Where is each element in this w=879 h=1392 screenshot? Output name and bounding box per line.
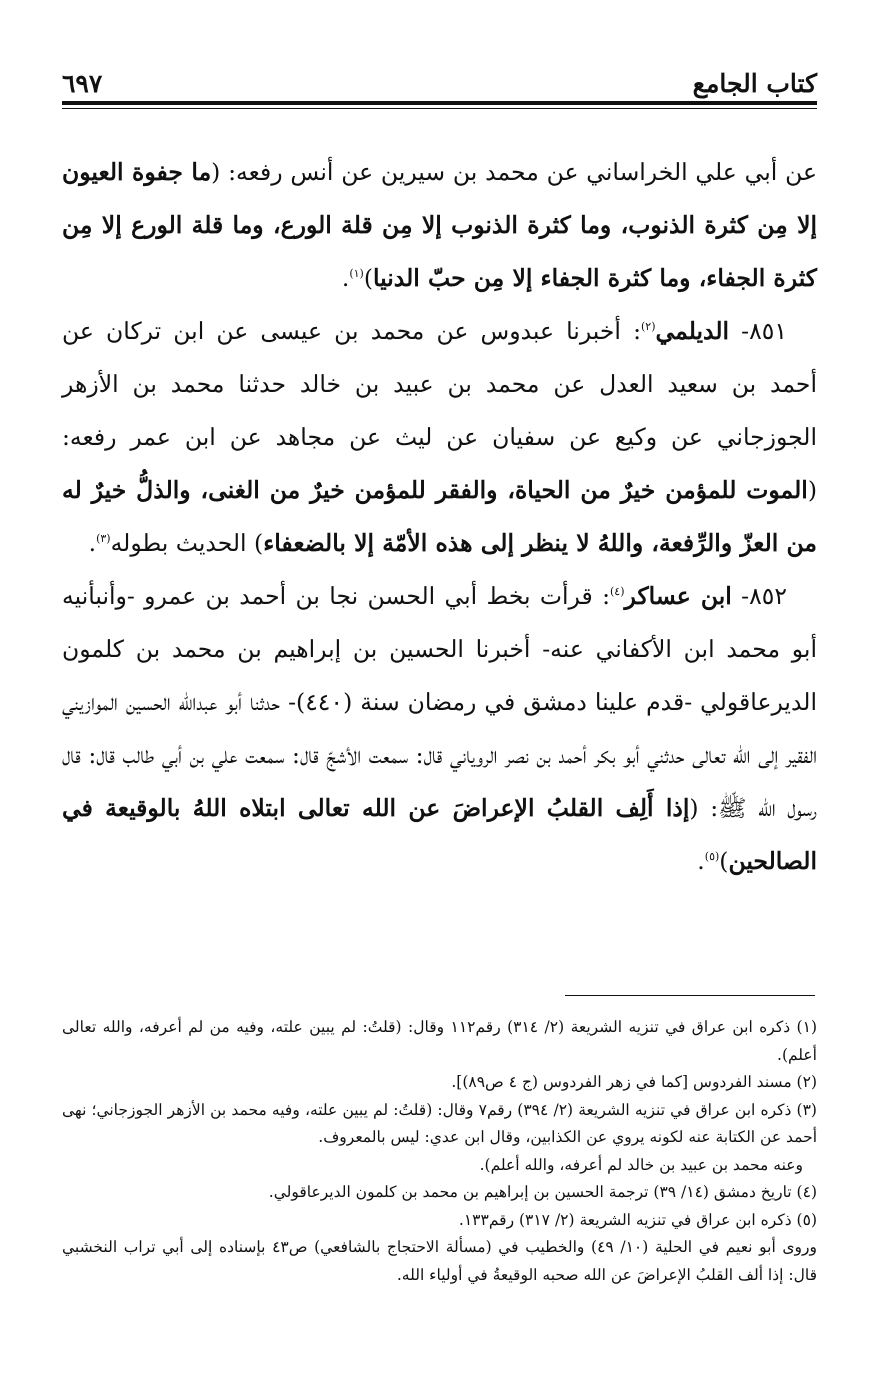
footnotes xyxy=(62,1014,817,1289)
entry-852 xyxy=(62,570,817,888)
footnote-5-continued: وروى أبو نعيم في الحلية (١٠/ ٤٩) والخطيب في (مسألة الاحتجاج بالشافعي) ص٤٣ بإسناده إلى أبي تراب النخشبي قال: إذا ألف القلبُ الإعراضَ عن الله صحبه الوقيعةُ في أولياء الله. xyxy=(62,1238,817,1284)
text: ) xyxy=(719,847,729,875)
header-rule-thin xyxy=(62,108,817,109)
footnote-ref[interactable]: (٤) xyxy=(610,585,625,599)
text: : قرأت بخط أبي الحسن نجا بن أحمد بن عمرو -وأنبأنيه أبو محمد ابن الأكفاني عنه- أخبرنا الحسين بن إبراهيم بن محمد بن كلمون الديرعاقولي -قدم علينا دمشق في رمضان سنة (٤٤٠)- حدثنا أبو عبدالله الحسين الموازيني الفقير إلى الله تعالى حدثني أبو بكر أحمد بن نصر الروياني قال: سمعت الأشجّ قال: سمعت علي بن أبي طالب قال: قال رسول الله ﷺ: ( xyxy=(62,582,818,822)
entry-number: ٨٥١- xyxy=(729,317,787,345)
footnote-3-continued: وعنه محمد بن عبيد بن خالد لم أعرفه، والله أعلم). xyxy=(479,1155,803,1174)
source-name: ابن عساكر xyxy=(624,582,732,610)
running-head xyxy=(62,52,817,98)
text: . xyxy=(697,847,705,875)
source-name: الديلمي xyxy=(655,317,730,345)
footnote-ref[interactable]: (٢) xyxy=(641,320,656,334)
hadith-text: ما جفوة العيون إلا مِن كثرة الذنوب، وما كثرة الذنوب إلا مِن قلة الورع، وما قلة الورع إلا مِن كثرة الجفاء، وما كثرة الجفاء إلا مِن حبّ الدنيا xyxy=(62,158,817,292)
chapter-title: كتاب الجامع xyxy=(692,69,817,98)
text: : أخبرنا عبدوس عن محمد بن عيسى عن ابن تركان عن أحمد بن سعيد العدل عن محمد بن عبيد بن خالد حدثنا محمد بن الأزهر الجوزجاني عن وكيع عن سفيان عن ليث عن مجاهد عن ابن عمر رفعه: ( xyxy=(62,317,817,504)
hadith-text: إذا أَلِف القلبُ الإعراضَ عن الله تعالى ابتلاه اللهُ بالوقيعة في الصالحين xyxy=(62,794,817,875)
footnote-1: (١) ذكره ابن عراق في تنزيه الشريعة (٢/ ٣١٤) رقم١١٢ وقال: (قلتُ: لم يبين علته، وفيه من لم أعرفه، والله تعالى أعلم). xyxy=(62,1018,817,1064)
main-text xyxy=(62,146,817,888)
footnote-ref[interactable]: (٣) xyxy=(96,532,111,546)
footnote-3: (٣) ذكره ابن عراق في تنزيه الشريعة (٢/ ٣٩٤) رقم٧ وقال: (قلتُ: لم يبين علته، وفيه محمد بن الأزهر الجوزجاني؛ نهى أحمد عن الكتابة عنه لكونه يروي عن الكذابين، وقال ابن عدي: ليس بالمعروف. xyxy=(62,1100,817,1146)
header-rule-thick xyxy=(62,101,817,105)
text: . xyxy=(88,529,97,557)
hadith-text: الموت للمؤمن خيرٌ من الحياة، والفقر للمؤمن خيرٌ من الغنى، والذلُّ خيرٌ له من العزّ والرِّفعة، واللهُ لا ينظر إلى هذه الأمّة إلا بالضعفاء xyxy=(62,476,817,557)
footnote-ref[interactable]: (٥) xyxy=(704,850,720,864)
text: ) الحديث بطوله xyxy=(110,529,264,557)
footnote-4: (٤) تاريخ دمشق (١٤/ ٣٩) ترجمة الحسين بن إبراهيم بن محمد بن كلمون الديرعاقولي. xyxy=(268,1183,817,1201)
footnote-2: (٢) مسند الفردوس [كما في زهر الفردوس (ج ٤ ص٨٩)]. xyxy=(451,1073,817,1091)
paragraph-continuation xyxy=(62,146,817,305)
text: ) xyxy=(363,264,373,292)
entry-851 xyxy=(62,305,817,570)
page-number: ٦٩٧ xyxy=(62,69,103,98)
text: . xyxy=(341,264,350,292)
footnote-5: (٥) ذكره ابن عراق في تنزيه الشريعة (٢/ ٣١٧) رقم١٣٣. xyxy=(458,1210,817,1229)
footnote-ref[interactable]: (١) xyxy=(349,267,364,281)
text: عن أبي علي الخراساني عن محمد بن سيرين عن أنس رفعه: ( xyxy=(211,158,817,186)
entry-number: ٨٥٢- xyxy=(731,582,787,610)
footnote-separator xyxy=(565,995,815,996)
